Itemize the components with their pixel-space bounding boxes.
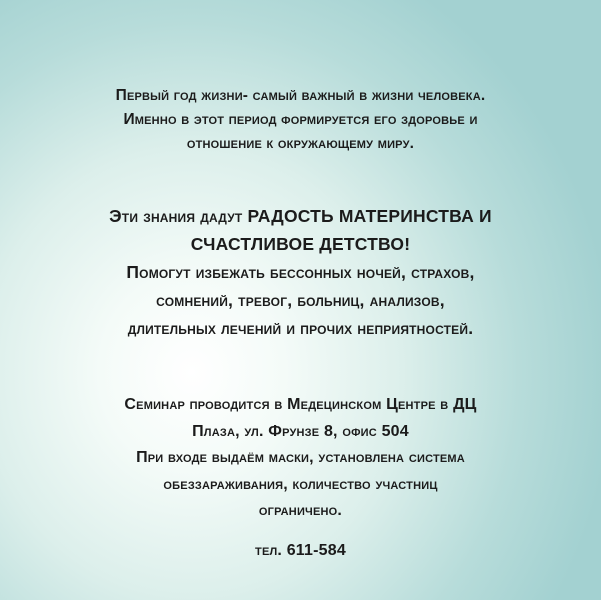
benefits-line: СЧАСТЛИВОЕ ДЕТСТВО! — [190, 234, 411, 254]
contact-block — [0, 539, 601, 563]
seminar-info-paragraph — [0, 392, 601, 525]
intro-line: Именно в этот период формируется его здоровье и — [123, 111, 478, 128]
seminar-line: При входе выдаём маски, установлена система — [136, 449, 465, 466]
seminar-line: Семинар проводится в Медецинском Центре в ДЦ — [124, 396, 477, 413]
seminar-line: обеззараживания, количество участниц — [163, 475, 438, 493]
benefits-line: сомнений, тревог, больниц, анализов, — [156, 290, 445, 310]
intro-line: Первый год жизни- самый важный в жизни человека. — [115, 87, 486, 104]
benefits-paragraph — [0, 202, 601, 342]
benefits-line: Помогут избежать бессонных ночей, страхов, — [126, 262, 475, 282]
seminar-line: ограничено. — [258, 502, 343, 519]
benefits-line: Эти знания дадут РАДОСТЬ МАТЕРИНСТВА И — [109, 206, 492, 226]
seminar-line: Плаза, ул. Фрунзе 8, офис 504 — [192, 422, 409, 440]
intro-paragraph — [0, 84, 601, 156]
intro-line: отношение к окружающему миру. — [186, 135, 415, 152]
phone-number: тел. 611-584 — [255, 542, 346, 559]
benefits-line: длительных лечений и прочих неприятностей. — [127, 318, 474, 338]
